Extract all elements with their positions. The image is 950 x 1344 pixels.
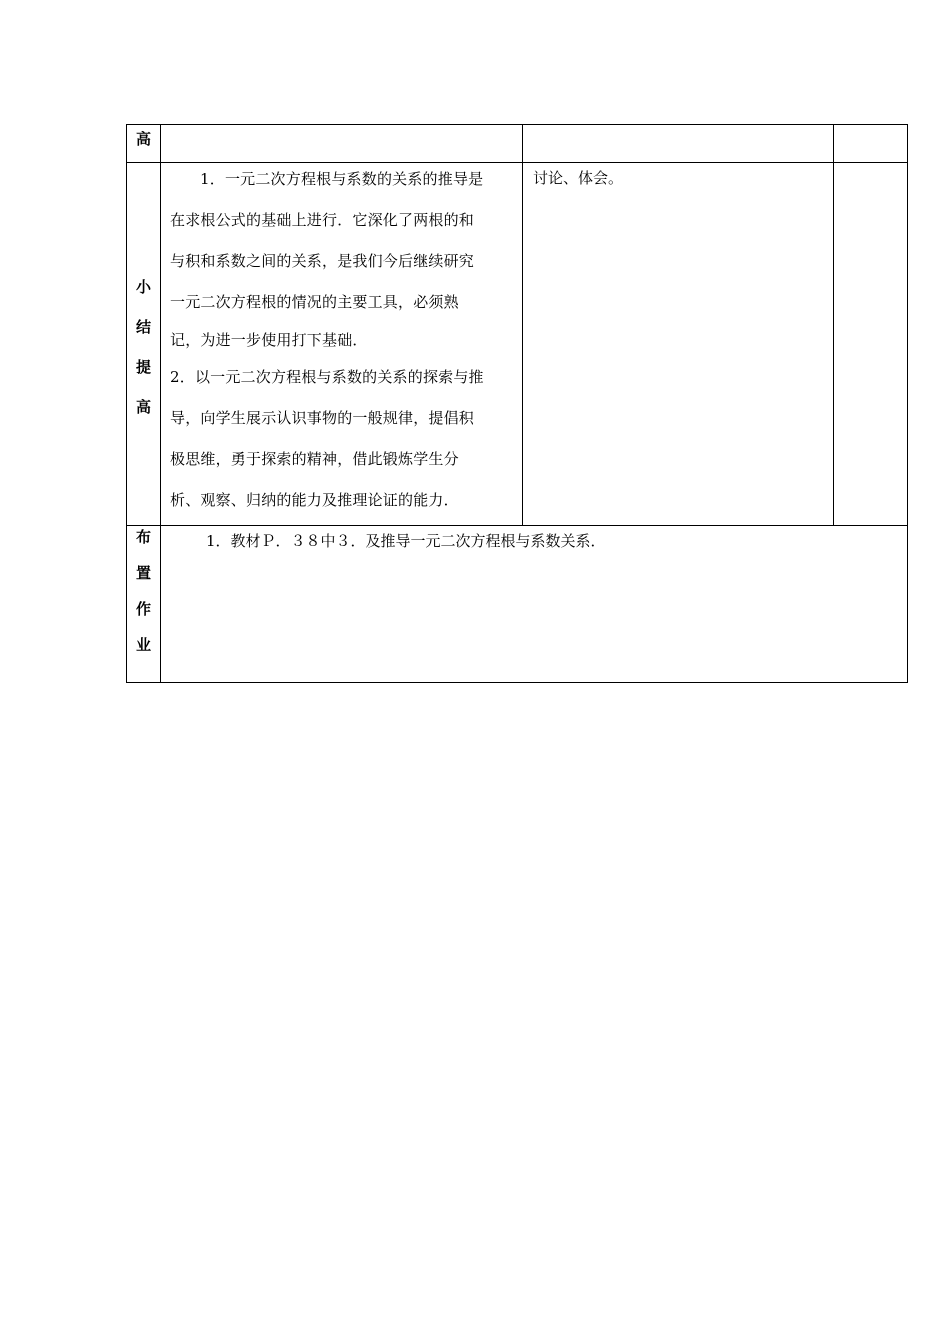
student-activity-text: 讨论、体会。	[533, 169, 624, 187]
notes-cell	[834, 125, 908, 163]
student-activity-cell	[523, 125, 834, 163]
row-label-char: 置	[135, 564, 151, 582]
text-line: 一元二次方程根的情况的主要工具，必须熟	[170, 293, 459, 311]
homework-text: 1．教材Ｐ．３８中３．及推导一元二次方程根与系数关系．	[206, 532, 606, 550]
text-line: 析、观察、归纳的能力及推理论证的能力．	[170, 491, 459, 509]
text-line: 导，向学生展示认识事物的一般规律，提倡积	[170, 409, 475, 427]
text-line: 在求根公式的基础上进行．它深化了两根的和	[170, 211, 475, 229]
row-label-char: 业	[135, 636, 151, 654]
teacher-activity-cell	[161, 125, 523, 163]
row-label-char: 作	[135, 600, 151, 618]
row-label-text: 高	[135, 130, 151, 148]
row-label	[127, 526, 161, 683]
row-label-char: 布	[135, 528, 151, 546]
row-label-char: 小	[135, 278, 151, 296]
table-row	[127, 526, 908, 683]
table-row	[127, 163, 908, 526]
homework-cell	[161, 526, 908, 683]
row-label	[127, 163, 161, 526]
row-label-char: 高	[135, 398, 151, 416]
text-line: 1．一元二次方程根与系数的关系的推导是	[200, 170, 484, 188]
table-row	[127, 125, 908, 163]
text-line: 极思维，勇于探索的精神，借此锻炼学生分	[170, 450, 459, 468]
summary-text	[161, 159, 522, 521]
row-label-char: 结	[135, 318, 151, 336]
teacher-activity-cell	[161, 163, 523, 526]
text-line: 与积和系数之间的关系，是我们今后继续研究	[170, 252, 475, 270]
student-activity-cell	[523, 163, 834, 526]
text-line: 2．以一元二次方程根与系数的关系的探索与推	[170, 368, 484, 386]
row-label-char: 提	[135, 358, 151, 376]
notes-cell	[834, 163, 908, 526]
text-line: 记，为进一步使用打下基础．	[170, 331, 368, 349]
lesson-plan-table	[126, 124, 908, 683]
row-label	[127, 125, 161, 163]
